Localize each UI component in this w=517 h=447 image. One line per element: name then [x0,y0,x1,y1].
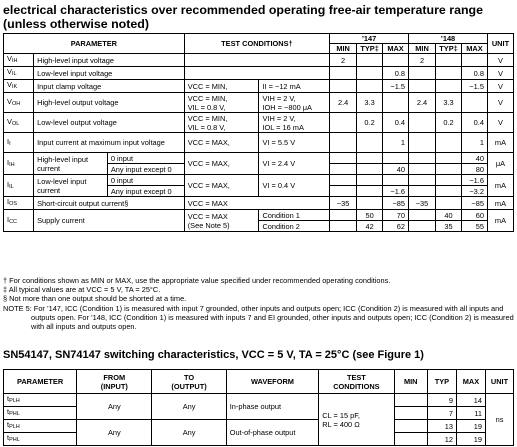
table-row [4,197,514,210]
header-to: TO (OUTPUT) [152,370,226,394]
header-max: MAX [461,44,487,54]
table-row [4,80,514,93]
cell-value: 2.4 [330,93,357,113]
cell-value: 2 [409,54,436,67]
cell-value: 3.3 [357,93,383,113]
cell-unit: ns [485,394,513,446]
cell-unit: μA [487,153,513,175]
cell-value: 0.2 [357,113,383,133]
to-cell: Any [152,394,226,420]
table-row [4,133,514,153]
param-symbol: VIK [4,80,34,93]
cell-value: 2 [330,54,357,67]
table-row [4,394,514,407]
cell-value: 0.2 [436,113,462,133]
param-symbol: ICC [4,210,34,232]
cell-value: −35 [409,197,436,210]
cell-value: −1.5 [383,80,409,93]
param-symbol: II [4,133,34,153]
cond-text: VCC = MIN, VIL = 0.8 V, [184,93,259,113]
cell-unit: mA [487,210,513,232]
param-symbol: tPLH [4,420,77,433]
footnote: ‡ All typical values are at VCC = 5 V, TA = 25°C. [3,285,161,295]
cell-value: −35 [330,197,357,210]
input-label: Any input except 0 [107,164,184,175]
waveform-cell: In-phase output [226,394,319,420]
note-5: NOTE 5: For ’147, ICC (Condition 1) is measured with input 7 grounded, other inputs and outputs open; ICC (Condition 2) is measured with all inputs and outputs open. For ’148, ICC (Condition 1) is measured with inputs 7 and EI grounded, other inputs and outputs open; ICC (Condition 2) is measured with all inputs and outputs open. [3,303,514,332]
header-typ: TYP‡ [436,44,462,54]
header-waveform: WAVEFORM [226,370,319,394]
header-unit: UNIT [487,34,513,54]
cell-value: 1 [461,133,487,153]
input-label: 0 input [107,175,184,186]
param-desc: Low-level input voltage [34,67,185,80]
param-symbol: tPHL [4,433,77,446]
param-symbol: tPLH [4,394,77,407]
cell-value: −1.6 [461,175,487,186]
header-typ: TYP‡ [357,44,383,54]
cell-unit: V [487,113,513,133]
cell-value: −1.5 [461,80,487,93]
cell-value: 3.3 [436,93,462,113]
cell-value: 19 [456,420,485,433]
cond-text: VCC = MIN, VIL = 0.8 V, [184,113,259,133]
cell-value: 50 [357,210,383,221]
cond-text: VCC = MAX, [184,175,259,197]
switching-characteristics-table [3,369,514,446]
cond-text: II = −12 mA [259,80,330,93]
cond-text: Condition 2 [259,221,330,232]
cell-value: 35 [436,221,462,232]
header-test-conditions: TEST CONDITIONS† [184,34,329,54]
cell-value: −85 [383,197,409,210]
param-desc: High-level output voltage [34,93,185,113]
cond-text: VI = 2.4 V [259,153,330,175]
cell-value: 40 [436,210,462,221]
from-cell: Any [77,420,152,446]
cell-value: 0.8 [383,67,409,80]
param-symbol: VIH [4,54,34,67]
input-label: Any input except 0 [107,186,184,197]
param-desc: Supply current [34,210,185,232]
table-row [4,420,514,433]
header-unit: UNIT [485,370,513,394]
header-typ: TYP [427,370,456,394]
header-parameter: PARAMETER [4,34,185,54]
cell-value: 19 [456,433,485,446]
electrical-characteristics-table [3,33,514,232]
cell-unit: V [487,67,513,80]
cond-text: VI = 5.5 V [259,133,330,153]
cell-value: 12 [427,433,456,446]
param-desc: Input clamp voltage [34,80,185,93]
input-label: 0 input [107,153,184,164]
cell-value: 80 [461,164,487,175]
cond-text: Condition 1 [259,210,330,221]
param-symbol: IIL [4,175,34,197]
cell-unit: V [487,93,513,113]
cell-unit: V [487,54,513,67]
footnotes [3,276,515,331]
cond-text: VCC = MAX (See Note 5) [184,210,259,232]
param-symbol: VIL [4,67,34,80]
footnote: § Not more than one output should be shorted at a time. [3,294,187,304]
footnote: † For conditions shown as MIN or MAX, use the appropriate value specified under recommended operating conditions. [3,276,391,285]
table-row [4,93,514,113]
cell-value: −85 [461,197,487,210]
cell-value: 42 [357,221,383,232]
cell-value: 40 [461,153,487,164]
switching-title: SN54147, SN74147 switching characteristics, VCC = 5 V, TA = 25°C (see Figure 1) [3,349,424,361]
cell-value: 60 [461,210,487,221]
cond-text: VI = 0.4 V [259,175,330,197]
table-row [4,67,514,80]
header-148: ’148 [409,34,488,44]
cell-unit: mA [487,197,513,210]
param-desc: Short-circuit output current§ [34,197,185,210]
cond-text: VIH = 2 V, IOH = −800 μA [259,93,330,113]
cell-unit: mA [487,175,513,197]
table-row [4,175,514,186]
param-symbol: VOL [4,113,34,133]
header-147: ’147 [330,34,409,44]
test-conditions-cell: CL = 15 pF, RL = 400 Ω [319,394,394,446]
cell-value: 0.4 [461,113,487,133]
waveform-cell: Out-of-phase output [226,420,319,446]
from-cell: Any [77,394,152,420]
param-desc: High-level input current [34,153,108,175]
cell-value: 9 [427,394,456,407]
header-from: FROM (INPUT) [77,370,152,394]
cell-value: 11 [456,407,485,420]
cell-value: 14 [456,394,485,407]
param-symbol: IOS [4,197,34,210]
table-row [4,113,514,133]
cell-value: −3.2 [461,186,487,197]
header-min: MIN [409,44,436,54]
table-row [4,54,514,67]
cell-value: 70 [383,210,409,221]
cell-value: −1.6 [383,186,409,197]
cell-value: 0.4 [383,113,409,133]
to-cell: Any [152,420,226,446]
header-test-conditions: TEST CONDITIONS [319,370,394,394]
header-max: MAX [456,370,485,394]
cell-value: 7 [427,407,456,420]
cell-value: 55 [461,221,487,232]
section-title: electrical characteristics over recommended operating free-air temperature range (unless otherwise noted) [3,3,483,31]
cell-value: 2.4 [409,93,436,113]
header-max: MAX [383,44,409,54]
cell-value: 40 [383,164,409,175]
header-parameter: PARAMETER [4,370,77,394]
cell-value: 62 [383,221,409,232]
param-desc: High-level input voltage [34,54,185,67]
param-desc: Low-level input current [34,175,108,197]
cell-value: 1 [383,133,409,153]
param-desc: Low-level output voltage [34,113,185,133]
param-desc: Input current at maximum input voltage [34,133,185,153]
table-row [4,153,514,164]
param-symbol: VOH [4,93,34,113]
cell-value: 13 [427,420,456,433]
header-min: MIN [330,44,357,54]
cond-text: VIH = 2 V, IOL = 16 mA [259,113,330,133]
cell-unit: mA [487,133,513,153]
cond-text: VCC = MAX [184,197,329,210]
param-symbol: IIH [4,153,34,175]
param-symbol: tPHL [4,407,77,420]
cond-text: VCC = MIN, [184,80,259,93]
cell-value: 0.8 [461,67,487,80]
cell-unit: V [487,80,513,93]
cond-text: VCC = MAX, [184,153,259,175]
cond-text: VCC = MAX, [184,133,259,153]
header-min: MIN [394,370,427,394]
table-row [4,210,514,221]
